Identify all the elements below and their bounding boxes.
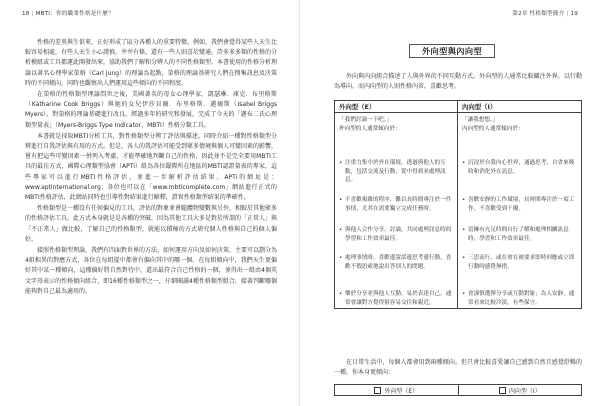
choice-introvert[interactable] <box>459 385 582 395</box>
bullet-icon: • <box>462 291 466 297</box>
left-page-header: 18 | MBTI：你的職業性格是什麼？ <box>22 11 114 17</box>
choice-label: 內向型（I） <box>508 387 541 395</box>
cell-text: 不喜歡複雜的程序，難以長時間專注於一件事情，尤其在需要獨立完成任務時。 <box>345 197 452 212</box>
table-cell <box>458 252 581 288</box>
right-page-number: 19 <box>570 11 578 17</box>
choice-label: 外向型（E） <box>384 387 419 395</box>
cell-text: 會謹慎選擇分享或互動對象；為人安靜，通常看來比較冷淡，有些保守。 <box>468 291 575 306</box>
cell-text: 三思而行，或在會在被要求即時回應或立即行動時感覺無措。 <box>468 255 575 270</box>
cell-text: 沉浸於自我內心世界，通過思考，自省來吸收和消化外在訊息。 <box>468 160 575 175</box>
table-cell <box>335 113 458 157</box>
paragraph: 性格的差異與生俱來，正好形成了區分各種人的重要特徵。例如，我們會覺得某些人天生比較容易相處，有些人天生小心謹慎，井井有條，還有一些人則喜於變通。許多多多類的性格的分析模組或工具都運此開發出來，協助我們了解和分辨人的不同性格類型。本書使用的性格分析理論以著名心理學家榮格（Carl Jung）的理論為起點，榮格的理論基研究人們在搜集訊息及決策時的不同傾向，同時也觀察出人們運用這些傾向的不同程度。 <box>25 39 278 87</box>
header-introvert: 內向型（I） <box>462 103 497 111</box>
table-row <box>335 113 581 157</box>
table-header-row <box>335 101 581 113</box>
section-intro: 外向與內向組合描述了人與外界的不同互動方式。外向型的人通常比較關注外界，以行動為導向，而內向型的人則性格內省，喜歡思考。 <box>334 73 582 91</box>
cell-text: 喜歡安靜的工作環境，長時間專注於一項工作，不喜歡受到干擾。 <box>468 197 575 212</box>
table-cell <box>458 224 581 252</box>
table-cell <box>458 113 581 157</box>
table-row <box>335 157 581 194</box>
table-cell <box>335 252 458 288</box>
paragraph: 性格類型是一種沒有任何偏見的工具，評估的對象並會隨體物變數與另外，相較於其他眾多的性格評估工具，此方式本身就是是各種的突破，因為其他工具大多是對於所謂的「正常人」與「不正常人」做比較，了解自己的性格類型，就能以積極的方式研究個人性格與自己的個人偏好。 <box>25 205 278 243</box>
table-row <box>335 288 581 308</box>
cell-text: 當擁有充足時間自行了解和處理相關訊息時，學習和工作效率最佳。 <box>468 227 569 242</box>
quote-line: 「我們討論一下吧。」 <box>339 117 393 123</box>
bullet-icon: • <box>339 227 343 233</box>
bullet-icon: • <box>339 291 343 297</box>
table-row <box>335 252 581 288</box>
bullet-icon: • <box>339 160 343 166</box>
checkbox-icon[interactable] <box>499 387 506 394</box>
paragraph: 本書就是採取MBTI分析工具，對性格類型分辨了評估與描述。同時介紹一種對性格類型分辨進行自我評估與有用的方式。但是，各人的我評估可能受到眾多情境與個人可變因素的影響，嘗有把這些可變因素一併列入考慮，才能準確地判斷自己的性格，因此並不是完全要用MBTI工具的最佳方式，國際心理類型協會（APTi）組為各位嚴際所在地區的MBTI認證量表的專家，這些專家可以進行MBTI性格評估，並進一步解析評估結果。APTi的網址是：www.aptinternational.org；各位也可以在「www.mbticomplete.com」網站進行正式的MBTI性格評估，此網站同時也引導性對結果進行解釋，證實性格類型結果的準確性。 <box>25 132 278 202</box>
quote-line: 內向型的人通常傾向於： <box>462 125 524 132</box>
right-page-running-title: 第2章 性格類型簡介 <box>512 11 565 17</box>
bullet-icon: • <box>462 227 466 233</box>
table-cell <box>335 224 458 252</box>
bullet-icon: • <box>462 255 466 261</box>
section-title: 外向型與內向型 <box>421 45 483 56</box>
quote-line: 「讓我想想。」 <box>462 117 499 123</box>
left-page-number: 18 <box>22 11 30 17</box>
table-row <box>335 194 581 224</box>
left-page-running-title: MBTI：你的職業性格是什麼？ <box>35 11 114 17</box>
table-cell <box>458 288 581 308</box>
paragraph: 在榮格的性格類型理論問世之後，美國著名的母女心理學家，凱瑟琳．庫克．布里格斯（Katharine Cook Briggs）與她的女兒伊莎貝爾．布里格斯．邁爾斯（Isabel Briggs Myers），對榮格的理論基礎進行改良，經過多年的研究和發展，完成了今天的「邁布二氏心理類型量表」（Myers-Briggs Type Indicator，MBTI）性格分類工具。 <box>25 91 277 129</box>
table-cell <box>458 157 581 194</box>
cell-text: 樂於分享並與他人互動，易於表達自己，通常會讓對方覺得很容易交往和親近。 <box>345 291 452 306</box>
bullet-icon: • <box>462 197 466 203</box>
cell-text: 與他人合作分享，討論，共同處理訊息時的學習和工作效率最佳。 <box>345 227 452 242</box>
preference-question: 在日常生活中，每個人都會用到兩種傾向。但只會比較喜愛讓自己感到自然且感覺舒暢的一種。你本身更傾向： <box>334 359 582 377</box>
cell-text: 處理事情時，喜歡邊說話邊思考邊行動，喜歡不假思索地說出答別人的問題。 <box>345 255 452 270</box>
section-title-box <box>409 44 495 58</box>
right-page-header: 第2章 性格類型簡介 | 19 <box>512 11 578 17</box>
table-row <box>335 224 581 252</box>
bullet-icon: • <box>339 255 343 261</box>
bullet-icon: • <box>462 160 466 166</box>
left-body-text <box>25 38 277 298</box>
checkbox-icon[interactable] <box>374 387 381 394</box>
preference-choices <box>334 384 582 396</box>
table-cell <box>335 194 458 224</box>
quote-line: 外向型的人通常傾向於： <box>339 125 401 132</box>
table-cell <box>458 194 581 224</box>
choice-extravert[interactable] <box>335 385 459 395</box>
comparison-table <box>334 100 582 309</box>
bullet-icon: • <box>339 197 343 203</box>
table-cell <box>335 288 458 308</box>
cell-text: 注重力集中於外在環境，透過與他人的互動，包括交流及行動，從中得到並處理訊息。 <box>345 160 446 184</box>
header-extravert: 外向型（E） <box>335 101 458 112</box>
table-cell <box>335 157 458 194</box>
paragraph: 接照性格類型理論，我們有四面對世界的方法，如何運用方向及如何決策，主要可以劃分為4組相異的對應方式，各位在每組提中都會有偏向其中的哪一個。在每組傾向中，我們天生更偏好其中某一種傾向，這種偏好將自然對待中，還出最符合自己性格的一個，並得出一組由4個英文字母表示的性格傾向組合，即16種性格類型之一，仔細閱讀4種性格類型組合，接著判斷哪個能夠對自己最為適用的。 <box>25 247 278 295</box>
